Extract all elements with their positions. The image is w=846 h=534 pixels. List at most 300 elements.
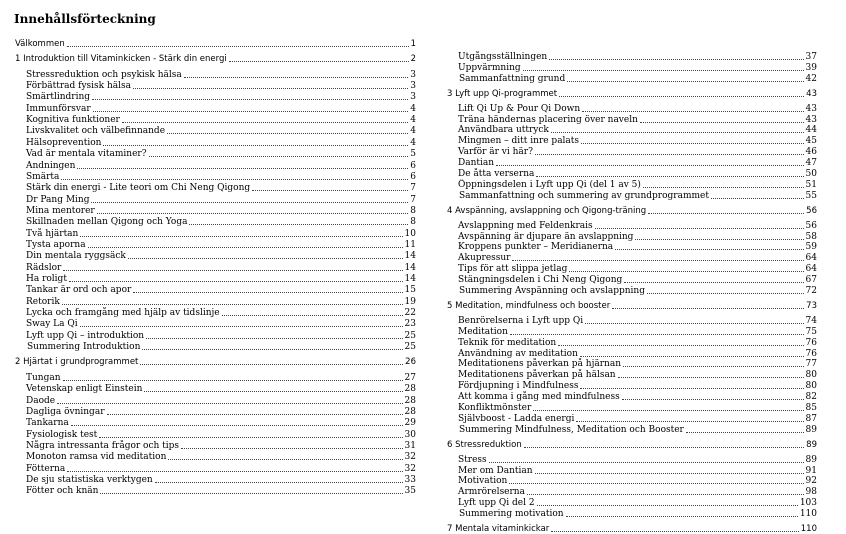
dot-leader <box>535 154 804 155</box>
toc-entry-label: Varför är vi här? <box>458 147 533 158</box>
toc-section-entry[interactable] <box>15 356 416 367</box>
dot-leader <box>167 133 408 134</box>
toc-entry-page: 19 <box>404 296 416 307</box>
toc-entry-page: 85 <box>805 403 817 413</box>
toc-entry-label: Avspänning är djupare än avslappning <box>458 231 634 242</box>
dot-leader <box>92 99 408 100</box>
toc-entry-label: Din mentala ryggsäck <box>26 251 126 262</box>
toc-entry-page: 43 <box>806 88 817 99</box>
dot-leader <box>567 81 803 82</box>
toc-entry-label: 3 Lyft upp Qi-programmet <box>447 88 558 99</box>
toc-entry-page: 14 <box>404 262 416 273</box>
toc-entry[interactable] <box>447 179 817 190</box>
toc-entry[interactable] <box>447 424 817 435</box>
toc-entry-label: Summering Avspänning och avslappning <box>459 286 645 296</box>
toc-entry-page: 4 <box>410 103 416 114</box>
toc-entry[interactable] <box>15 296 416 307</box>
toc-entry-page: 27 <box>404 372 416 383</box>
toc-entry[interactable] <box>447 252 817 263</box>
toc-entry-label: Öppningsdelen i Lyft upp Qi (del 1 av 5) <box>458 179 641 190</box>
dot-leader <box>181 448 403 449</box>
toc-entry-label: Benrörelserna i Lyft upp Qi <box>458 315 584 326</box>
toc-entry-page: 10 <box>404 228 416 239</box>
toc-entry-page: 76 <box>805 348 817 359</box>
toc-entry[interactable] <box>15 91 416 102</box>
toc-entry-page: 25 <box>404 330 416 341</box>
toc-entry-page: 11 <box>404 239 416 250</box>
toc-entry-page: 43 <box>805 114 817 125</box>
toc-entry-label: Tankarna <box>26 418 69 429</box>
toc-entry[interactable] <box>447 285 817 296</box>
toc-entry[interactable] <box>15 372 416 383</box>
toc-section-entry[interactable] <box>447 205 817 216</box>
dot-leader <box>580 356 804 357</box>
dot-leader <box>63 270 402 271</box>
toc-entry-label: Vetenskap enligt Einstein <box>26 384 143 395</box>
dot-leader <box>146 338 402 339</box>
dot-leader <box>69 281 403 282</box>
toc-entry[interactable] <box>15 182 416 193</box>
toc-entry[interactable] <box>15 80 416 91</box>
toc-entry-page: 15 <box>404 285 416 296</box>
toc-entry-label: Två hjärtan <box>26 228 79 239</box>
toc-entry-label: Smärtlindring <box>26 92 91 103</box>
toc-entry-label: Sammanfattning grund <box>459 73 566 84</box>
toc-entry-label: 4 Avspänning, avslappning och Qigong-träning <box>447 205 647 216</box>
toc-entry[interactable] <box>447 190 817 201</box>
toc-entry[interactable] <box>15 383 416 394</box>
toc-entry-label: 6 Stressreduktion <box>447 439 522 450</box>
dot-leader <box>537 505 798 506</box>
toc-entry[interactable] <box>15 125 416 136</box>
dot-leader <box>133 88 408 89</box>
toc-entry-label: De åtta verserna <box>458 169 535 179</box>
toc-entry[interactable] <box>447 315 817 326</box>
toc-entry[interactable] <box>447 146 817 157</box>
toc-entry-label: Utgångsställningen <box>458 52 548 62</box>
toc-entry[interactable] <box>15 216 416 227</box>
toc-entry-page: 56 <box>806 205 817 216</box>
toc-entry-page: 39 <box>805 62 817 73</box>
toc-entry[interactable] <box>15 406 416 417</box>
toc-entry-page: 47 <box>805 158 817 169</box>
toc-entry-page: 77 <box>805 359 817 370</box>
toc-entry-label: Ha roligt <box>26 274 67 284</box>
dot-leader <box>77 168 408 169</box>
toc-entry[interactable] <box>15 273 416 284</box>
toc-section-entry[interactable] <box>447 523 817 534</box>
dot-leader <box>558 345 803 346</box>
toc-entry-page: 59 <box>805 242 817 253</box>
toc-entry[interactable] <box>447 413 817 424</box>
toc-entry-label: Fötter och knän <box>26 486 99 497</box>
toc-entry-label: Kroppens punkter – Meridianerna <box>458 242 614 253</box>
toc-entry-page: 30 <box>404 429 416 440</box>
toc-entry-page: 4 <box>410 137 416 148</box>
toc-entry[interactable] <box>447 263 817 274</box>
toc-entry-label: Meditationens påverkan på hjärnan <box>458 359 621 370</box>
toc-entry[interactable] <box>15 114 416 125</box>
toc-entry-page: 14 <box>404 251 416 262</box>
toc-entry[interactable] <box>15 330 416 341</box>
dot-leader <box>103 145 408 146</box>
toc-entry-page: 8 <box>410 217 416 228</box>
toc-entry[interactable] <box>447 486 817 497</box>
toc-section-entry[interactable] <box>15 53 416 64</box>
toc-entry[interactable] <box>15 262 416 273</box>
toc-entry[interactable] <box>447 157 817 168</box>
toc-entry[interactable] <box>15 341 416 352</box>
toc-entry[interactable] <box>15 205 416 216</box>
toc-entry-label: Tungan <box>26 372 61 383</box>
dot-leader <box>585 323 803 324</box>
toc-entry[interactable] <box>15 171 416 182</box>
toc-entry-label: 1 Introduktion till Vitaminkicken - Stärk din energi <box>15 54 227 65</box>
dot-leader <box>99 437 402 438</box>
toc-entry-label: Immunförsvar <box>26 103 91 114</box>
toc-entry-page: 110 <box>800 524 817 534</box>
toc-entry-page: 82 <box>805 392 817 403</box>
toc-entry-label: Uppvärmning <box>458 62 521 73</box>
toc-entry[interactable] <box>447 241 817 252</box>
toc-section-entry[interactable] <box>447 439 817 450</box>
toc-entry[interactable] <box>447 358 817 369</box>
toc-entry-label: Självboost - Ladda energi <box>458 413 575 424</box>
toc-entry[interactable] <box>15 417 416 428</box>
toc-entry-page: 89 <box>805 454 817 465</box>
dot-leader <box>222 315 403 316</box>
toc-entry-label: Några intressanta frågor och tips <box>26 440 180 451</box>
dot-leader <box>133 292 402 293</box>
toc-entry-label: 5 Meditation, mindfulness och booster <box>447 300 611 311</box>
toc-entry[interactable] <box>15 69 416 80</box>
toc-entry[interactable] <box>447 124 817 135</box>
toc-entry-page: 26 <box>405 357 416 368</box>
dot-leader <box>648 213 804 214</box>
dot-leader <box>144 391 402 392</box>
dot-leader <box>67 471 402 472</box>
dot-leader <box>122 122 408 123</box>
toc-entry-label: Stängningsdelen i Chi Neng Qigong <box>458 275 623 286</box>
dot-leader <box>576 421 803 422</box>
toc-entry-label: Dr Pang Ming <box>26 194 90 205</box>
toc-entry-label: Armrörelserna <box>458 487 525 498</box>
dot-leader <box>615 249 803 250</box>
toc-entry-label: Stärk din energi - Lite teori om Chi Neng Qigong <box>26 183 251 194</box>
toc-entry-page: 110 <box>799 509 817 520</box>
toc-entry-label: Användbara uttryck <box>458 125 549 136</box>
toc-entry[interactable] <box>15 307 416 318</box>
toc-entry-label: Teknik för meditation <box>458 337 557 348</box>
dot-leader <box>580 388 803 389</box>
dot-leader <box>569 271 803 272</box>
toc-entry-label: Meditationens påverkan på hälsan <box>458 370 616 381</box>
toc-entry[interactable] <box>447 326 817 337</box>
toc-entry[interactable] <box>447 73 817 84</box>
toc-entry-page: 75 <box>805 326 817 337</box>
toc-entry-label: Meditation <box>458 326 508 337</box>
toc-entry-label: Användning av meditation <box>458 348 578 359</box>
toc-entry-page: 76 <box>805 337 817 348</box>
toc-entry[interactable] <box>15 228 416 239</box>
toc-entry[interactable] <box>15 451 416 462</box>
toc-entry-label: Träna händernas placering över naveln <box>458 114 638 125</box>
toc-entry-label: Kognitiva funktioner <box>26 115 120 126</box>
dot-leader <box>551 531 798 532</box>
dot-leader <box>61 179 408 180</box>
toc-entry-label: Smärta <box>26 171 60 182</box>
toc-entry[interactable] <box>15 194 416 205</box>
dot-leader <box>168 459 402 460</box>
toc-entry-page: 6 <box>410 160 416 171</box>
toc-entry[interactable] <box>447 497 817 508</box>
toc-entry[interactable] <box>15 284 416 295</box>
dot-leader <box>559 96 804 97</box>
toc-entry[interactable] <box>447 62 817 73</box>
toc-entry[interactable] <box>447 369 817 380</box>
toc-entry[interactable] <box>15 160 416 171</box>
toc-entry-label: Förbättrad fysisk hälsa <box>26 81 131 92</box>
toc-entry-page: 89 <box>806 439 817 450</box>
toc-entry[interactable] <box>15 103 416 114</box>
toc-entry-label: Dagliga övningar <box>26 406 105 417</box>
toc-entry-page: 28 <box>404 384 416 395</box>
toc-entry[interactable] <box>15 250 416 261</box>
toc-entry[interactable] <box>15 463 416 474</box>
toc-section-entry[interactable] <box>447 88 817 99</box>
dot-leader <box>91 202 408 203</box>
dot-leader <box>509 483 803 484</box>
toc-entry-page: 29 <box>404 418 416 429</box>
toc-entry-label: Lycka och framgång med hjälp av tidslinje <box>26 308 220 319</box>
dot-leader <box>107 414 403 415</box>
dot-leader <box>71 425 403 426</box>
toc-entry-page: 28 <box>404 395 416 406</box>
dot-leader <box>93 111 409 112</box>
toc-entry-label: Summering motivation <box>459 509 564 520</box>
toc-entry-label: Akupressur <box>458 253 511 264</box>
toc-entry-page: 7 <box>410 183 416 194</box>
dot-leader <box>623 366 804 367</box>
toc-entry-label: Tankar är ord och apor <box>26 285 132 296</box>
dot-leader <box>624 282 803 283</box>
toc-entry-page: 87 <box>805 413 817 424</box>
toc-entry-page: 74 <box>805 315 817 326</box>
toc-entry-label: Fötterna <box>26 463 66 474</box>
toc-entry[interactable] <box>15 148 416 159</box>
toc-entry-page: 51 <box>805 179 817 190</box>
dot-leader <box>97 213 409 214</box>
dot-leader <box>551 132 804 133</box>
toc-entry-label: Fysiologisk test <box>26 429 98 440</box>
toc-entry[interactable] <box>447 168 817 179</box>
toc-entry-label: Avslappning med Feldenkrais <box>458 220 593 231</box>
toc-entry-page: 43 <box>805 103 817 114</box>
toc-entry-page: 91 <box>805 465 817 476</box>
dot-leader <box>640 122 804 123</box>
dot-leader <box>582 111 803 112</box>
toc-entry-page: 2 <box>410 54 416 65</box>
toc-entry[interactable] <box>447 454 817 465</box>
dot-leader <box>63 380 403 381</box>
toc-section-entry[interactable] <box>15 38 416 49</box>
toc-entry[interactable] <box>447 475 817 486</box>
dot-leader <box>67 46 409 47</box>
toc-entry-page: 64 <box>805 264 817 275</box>
toc-entry-label: Vad är mentala vitaminer? <box>26 149 147 160</box>
toc-entry-page: 4 <box>410 126 416 137</box>
dot-leader <box>496 165 804 166</box>
dot-leader <box>527 494 804 495</box>
toc-entry-page: 58 <box>805 231 817 242</box>
toc-entry-page: 22 <box>404 308 416 319</box>
toc-entry-label: Daode <box>26 395 56 406</box>
toc-entry-label: Sammanfattning och summering av grundprogrammet <box>459 190 709 201</box>
dot-leader <box>510 334 804 335</box>
toc-entry[interactable] <box>15 318 416 329</box>
dot-leader <box>100 493 402 494</box>
toc-entry-label: Mina mentorer <box>26 205 95 216</box>
toc-entry-label: Livskvalitet och välbefinnande <box>26 126 166 137</box>
toc-entry-page: 37 <box>805 52 817 62</box>
toc-entry-page: 73 <box>806 300 817 311</box>
toc-entry[interactable] <box>15 429 416 440</box>
toc-section-entry[interactable] <box>447 300 817 311</box>
toc-entry[interactable] <box>447 391 817 402</box>
toc-entry-page: 23 <box>404 319 416 330</box>
toc-entry-label: Att komma i gång med mindfulness <box>458 392 620 403</box>
toc-entry-label: Konfliktmönster <box>458 403 532 413</box>
dot-leader <box>535 473 804 474</box>
dot-leader <box>533 410 803 411</box>
dot-leader <box>612 308 804 309</box>
toc-entry-label: Retorik <box>26 296 60 307</box>
toc-entry-page: 8 <box>410 205 416 216</box>
dot-leader <box>88 247 403 248</box>
dot-leader <box>128 258 403 259</box>
toc-entry-label: 2 Hjärtat i grundprogrammet <box>15 357 139 368</box>
toc-entry[interactable] <box>447 51 817 62</box>
toc-entry[interactable] <box>15 395 416 406</box>
toc-entry[interactable] <box>447 103 817 114</box>
dot-leader <box>229 61 409 62</box>
dot-leader <box>536 176 803 177</box>
toc-entry-label: Lift Qi Up & Pour Qi Down <box>458 103 581 114</box>
toc-entry-label: Mer om Dantian <box>458 465 533 476</box>
toc-entry[interactable] <box>447 465 817 476</box>
toc-entry-label: Stressreduktion och psykisk hälsa <box>26 69 182 80</box>
toc-entry-page: 46 <box>805 147 817 158</box>
toc-entry[interactable] <box>447 402 817 413</box>
toc-entry[interactable] <box>447 380 817 391</box>
toc-entry-label: Rädslor <box>26 262 62 273</box>
toc-entry-page: 92 <box>805 476 817 487</box>
dot-leader <box>149 156 409 157</box>
dot-leader <box>635 239 803 240</box>
toc-entry-page: 31 <box>404 440 416 451</box>
toc-entry-label: Motivation <box>458 476 508 487</box>
toc-entry-page: 67 <box>805 275 817 286</box>
dot-leader <box>62 304 403 305</box>
page-title: Innehållsförteckning <box>14 12 156 26</box>
toc-entry-page: 35 <box>404 486 416 497</box>
toc-entry-page: 32 <box>404 452 416 463</box>
toc-entry[interactable] <box>15 440 416 451</box>
toc-entry-page: 4 <box>410 115 416 126</box>
toc-entry-page: 89 <box>805 424 817 435</box>
toc-entry-page: 45 <box>805 136 817 147</box>
toc-entry-label: Hälsoprevention <box>26 137 102 148</box>
dot-leader <box>618 377 804 378</box>
toc-entry[interactable] <box>447 220 817 231</box>
toc-entry[interactable] <box>447 274 817 285</box>
toc-entry-label: Stress <box>458 454 487 465</box>
toc-entry-label: Summering Mindfulness, Meditation och Booster <box>459 424 684 435</box>
toc-entry-label: De sju statistiska verktygen <box>26 474 153 485</box>
toc-entry-label: Dantian <box>458 158 495 169</box>
dot-leader <box>512 260 803 261</box>
dot-leader <box>647 293 804 294</box>
dot-leader <box>523 70 804 71</box>
toc-entry-page: 42 <box>805 73 817 84</box>
dot-leader <box>524 447 804 448</box>
toc-entry-page: 72 <box>805 286 817 296</box>
toc-entry-label: Tysta aporna <box>26 239 86 250</box>
toc-entry-page: 80 <box>805 370 817 381</box>
toc-entry[interactable] <box>447 231 817 242</box>
toc-entry-page: 6 <box>410 171 416 182</box>
toc-entry-label: Mingmen – ditt inre palats <box>458 136 580 147</box>
dot-leader <box>622 399 804 400</box>
toc-entry-label: Summering Introduktion <box>27 342 141 353</box>
dot-leader <box>140 364 403 365</box>
toc-entry[interactable] <box>447 508 817 519</box>
toc-entry-page: 98 <box>805 487 817 498</box>
toc-entry[interactable] <box>15 137 416 148</box>
toc-entry-label: 7 Mentala vitaminkickar <box>447 524 550 534</box>
toc-entry-page: 14 <box>404 274 416 284</box>
toc-entry[interactable] <box>447 114 817 125</box>
toc-entry[interactable] <box>15 239 416 250</box>
toc-entry-label: Lyft upp Qi – introduktion <box>26 330 145 341</box>
toc-entry[interactable] <box>15 474 416 485</box>
toc-entry-page: 5 <box>410 149 416 160</box>
toc-entry-label: Skillnaden mellan Qigong och Yoga <box>26 217 188 228</box>
dot-leader <box>595 228 804 229</box>
toc-entry-page: 3 <box>410 92 416 103</box>
toc-entry-label: Välkommen <box>15 39 65 49</box>
toc-entry-page: 55 <box>805 190 817 201</box>
toc-entry-page: 80 <box>805 381 817 392</box>
toc-entry-label: Andningen <box>26 160 76 171</box>
dot-leader <box>549 59 803 60</box>
toc-entry-page: 1 <box>410 39 416 49</box>
toc-entry-page: 103 <box>799 498 817 509</box>
toc-entry[interactable] <box>447 135 817 146</box>
dot-leader <box>57 403 402 404</box>
dot-leader <box>711 198 804 199</box>
toc-entry[interactable] <box>15 485 416 496</box>
toc-entry-page: 56 <box>805 220 817 231</box>
toc-entry-label: Sway La Qi <box>26 319 78 330</box>
dot-leader <box>489 462 804 463</box>
toc-entry[interactable] <box>447 337 817 348</box>
toc-entry-page: 32 <box>404 463 416 474</box>
toc-entry-label: Tips för att slippa jetlag <box>458 264 568 275</box>
dot-leader <box>184 77 409 78</box>
toc-entry[interactable] <box>447 348 817 359</box>
toc-entry-label: Lyft upp Qi del 2 <box>458 498 535 509</box>
